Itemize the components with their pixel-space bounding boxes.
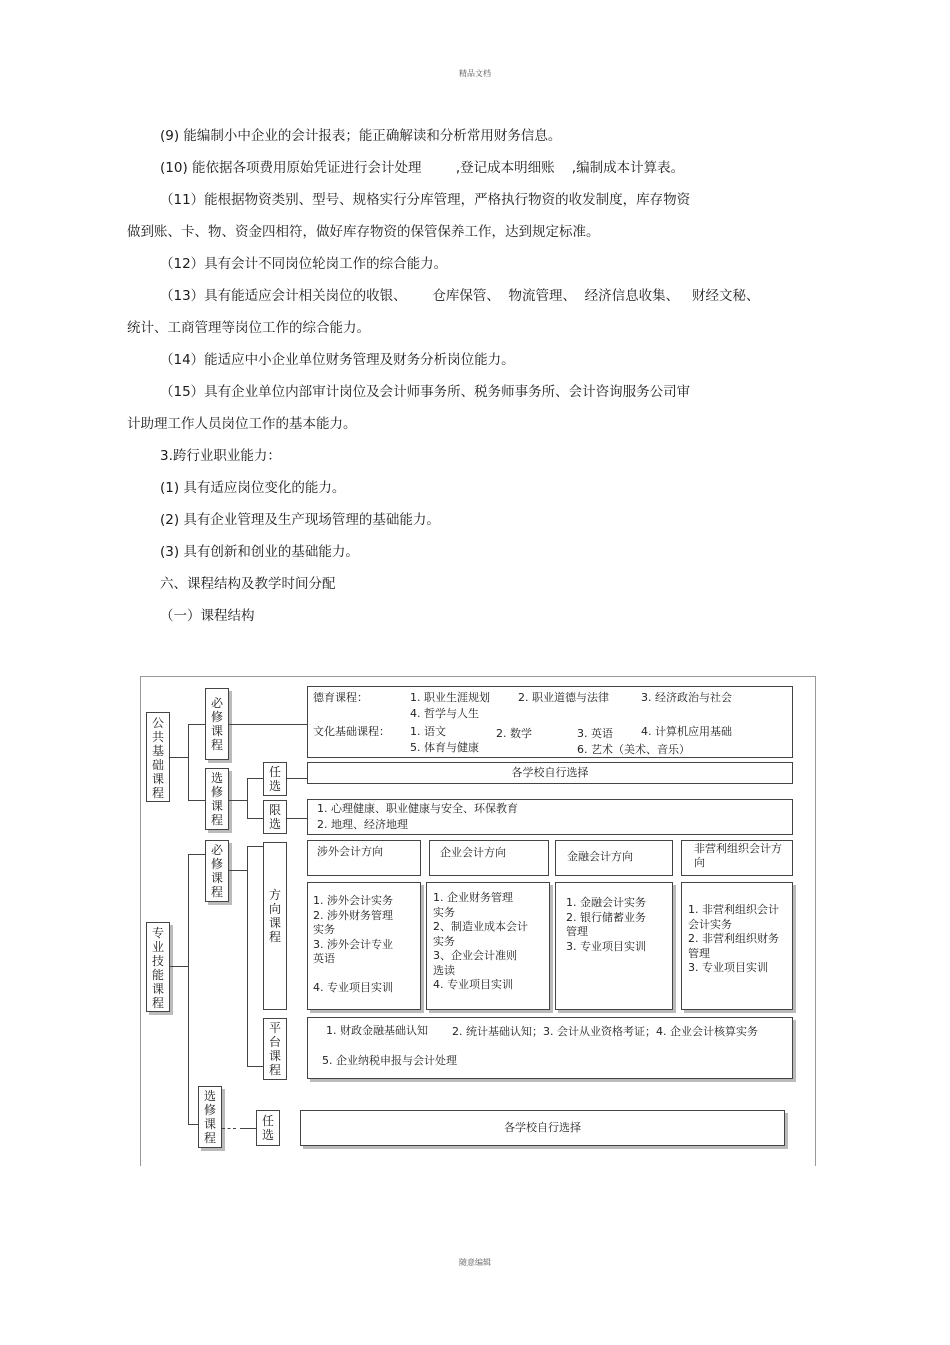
direction-course-item: 4. 专业项目实训 (313, 981, 393, 994)
paragraph-line: (9) 能编制小中企业的会计报表；能正确解读和分析常用财务信息。 (160, 128, 562, 144)
direction-course-item: 实务 (433, 934, 455, 948)
direction-course-item: 实务 (433, 905, 455, 919)
public-elective-label: 选修课程 (210, 771, 223, 827)
direction-header-label: 企业会计方向 (440, 846, 506, 859)
paragraph-line: 统计、工商管理等岗位工作的综合能力。 (127, 320, 370, 336)
direction-course-item: 1. 金融会计实务 (566, 896, 646, 909)
prof-elective-label: 选修课程 (203, 1089, 216, 1145)
direction-header-label: 涉外会计方向 (317, 845, 383, 858)
culture-item: 2. 数学 (496, 727, 532, 740)
prof-school-choice-label: 各学校自行选择 (504, 1121, 581, 1134)
direction-course-item: 英语 (313, 952, 335, 965)
platform-item: 2. 统计基础认知；3. 会计从业资格考证；4. 企业会计核算实务 (452, 1025, 758, 1038)
public-required-label: 必修课程 (210, 696, 223, 752)
paragraph-line: (2) 具有企业管理及生产现场管理的基础能力。 (160, 512, 440, 528)
public-basic-course-label: 公共基础课程 (151, 716, 164, 800)
paragraph-line: （14）能适应中小企业单位财务管理及财务分析岗位能力。 (160, 352, 515, 368)
paragraph-line: （12）具有会计不同岗位轮岗工作的综合能力。 (160, 256, 448, 272)
direction-course-item: 2. 银行储蓄业务 (566, 910, 646, 924)
direction-course-item: 1. 企业财务管理 (433, 891, 513, 904)
moral-item: 1. 职业生涯规划 (410, 691, 490, 704)
prof-optional-label: 任选 (261, 1114, 274, 1142)
paragraph-line: (3) 具有创新和创业的基础能力。 (160, 544, 359, 560)
culture-item: 4. 计算机应用基础 (641, 725, 732, 738)
school-choice-label: 各学校自行选择 (511, 766, 589, 779)
direction-course-item: 2. 涉外财务管理 (313, 908, 393, 922)
paragraph-line: (1) 具有适应岗位变化的能力。 (160, 480, 346, 496)
paragraph-line: （15）具有企业单位内部审计岗位及会计师事务所、税务师事务所、会计咨询服务公司审 (160, 384, 691, 400)
direction-course-item: 3. 专业项目实训 (566, 939, 646, 953)
prof-required-label: 必修课程 (210, 843, 223, 899)
platform-courses-label: 平台课程 (268, 1021, 281, 1077)
direction-header-label: 非营利组织会计方向 (694, 842, 782, 869)
moral-item: 2. 职业道德与法律 (518, 691, 609, 704)
direction-course-item: 会计实务 (688, 917, 732, 931)
moral-label: 德育课程： (313, 691, 368, 704)
direction-course-item: 2. 非营利组织财务 (688, 932, 779, 945)
direction-course-item: 3. 专业项目实训 (688, 961, 768, 974)
direction-course-item: 选读 (433, 963, 455, 977)
direction-course-item: 4. 专业项目实训 (433, 978, 513, 991)
paragraph-line: 做到账、卡、物、资金四相符，做好库存物资的保管保养工作，达到规定标准。 (127, 224, 600, 240)
subsection-heading: （一）课程结构 (160, 608, 255, 624)
platform-item: 5. 企业纳税申报与会计处理 (322, 1054, 457, 1067)
direction-course-item: 3、企业会计准则 (433, 949, 517, 962)
paragraph-line: (10) 能依据各项费用原始凭证进行会计处理 ,登记成本明细账 ,编制成本计算表。 (160, 160, 685, 176)
moral-item: 3. 经济政治与社会 (641, 691, 732, 704)
page-footer: 随意编辑 (459, 1258, 491, 1267)
paragraph-line: 计助理工作人员岗位工作的基本能力。 (127, 416, 357, 432)
limited-item: 2. 地理、经济地理 (317, 818, 408, 831)
section-heading: 六、课程结构及教学时间分配 (160, 576, 336, 592)
moral-item: 4. 哲学与人生 (410, 707, 479, 720)
direction-header-label: 金融会计方向 (567, 850, 633, 863)
direction-course-item: 管理 (688, 946, 710, 960)
culture-item: 1. 语文 (410, 725, 446, 738)
direction-course-item: 3. 涉外会计专业 (313, 937, 393, 951)
direction-courses-label: 方向课程 (268, 888, 281, 944)
limited-label: 限选 (268, 803, 281, 831)
direction-course-item: 管理 (566, 925, 588, 938)
paragraph-line: （13）具有能适应会计相关岗位的收银、 仓库保管、 物流管理、 经济信息收集、 财经文秘、 (160, 288, 760, 304)
direction-course-item: 1. 涉外会计实务 (313, 894, 393, 907)
professional-course-label: 专业技能课程 (151, 926, 164, 1010)
culture-label: 文化基础课程： (313, 725, 390, 738)
limited-item: 1. 心理健康、职业健康与安全、环保教育 (317, 802, 518, 815)
culture-item: 5. 体育与健康 (410, 741, 479, 754)
direction-course-item: 1. 非营利组织会计 (688, 903, 779, 916)
direction-course-item: 2、制造业成本会计 (433, 920, 528, 933)
paragraph-line: 3.跨行业职业能力： (160, 448, 281, 464)
optional-label: 任选 (268, 765, 281, 793)
direction-course-item: 实务 (313, 923, 335, 936)
paragraph-line: （11）能根据物资类别、型号、规格实行分库管理，严格执行物资的收发制度，库存物资 (160, 192, 691, 208)
culture-item: 3. 英语 (577, 727, 613, 740)
platform-item: 1. 财政金融基础认知 (326, 1024, 428, 1037)
page-header: 精品文档 (459, 69, 491, 78)
culture-item: 6. 艺术（美术、音乐） (577, 743, 690, 756)
